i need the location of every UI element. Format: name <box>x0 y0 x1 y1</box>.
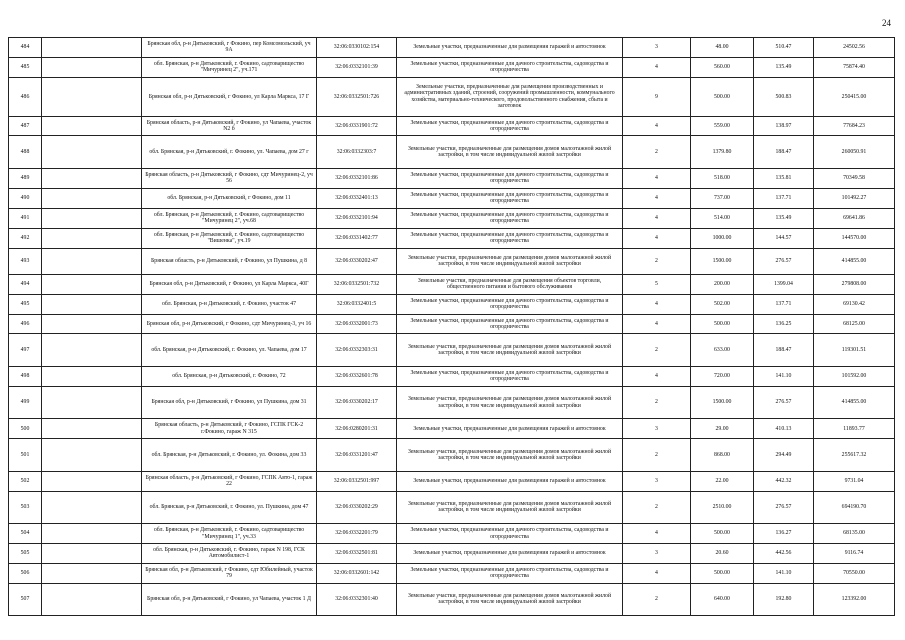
cadastral-value-cell: 68135.00 <box>814 524 895 544</box>
cadastral-number-cell: 32:06:0332301:40 <box>317 583 397 616</box>
cadastral-value-cell: 9731.04 <box>814 471 895 491</box>
specific-value-cell: 136.25 <box>754 314 814 334</box>
row-number: 484 <box>9 38 42 58</box>
area-cell: 868.00 <box>691 439 754 472</box>
row-number: 503 <box>9 491 42 524</box>
specific-value-cell: 135.49 <box>754 208 814 228</box>
row-number: 502 <box>9 471 42 491</box>
group-cell: 4 <box>623 563 691 583</box>
group-cell: 2 <box>623 386 691 419</box>
blank-cell <box>42 583 142 616</box>
blank-cell <box>42 57 142 77</box>
specific-value-cell: 144.57 <box>754 228 814 248</box>
address-cell: обл. Брянская, р-н Дятьковский, г. Фокино, ул. Пушкина, дом 47 <box>142 491 317 524</box>
area-cell: 500.00 <box>691 563 754 583</box>
specific-value-cell: 136.27 <box>754 524 814 544</box>
blank-cell <box>42 294 142 314</box>
table-row <box>9 116 895 136</box>
row-number: 492 <box>9 228 42 248</box>
cadastral-number-cell: 32:06:0332401:5 <box>317 294 397 314</box>
table-row <box>9 386 895 419</box>
address-cell: Брянская область, р-н Дятьковский, г Фокино, ул Пушкина, д 8 <box>142 248 317 274</box>
table-row <box>9 188 895 208</box>
area-cell: 500.00 <box>691 314 754 334</box>
group-cell: 4 <box>623 168 691 188</box>
blank-cell <box>42 116 142 136</box>
table-row <box>9 57 895 77</box>
address-cell: обл. Брянская, р-н Дятьковский, г. Фокино, садтоварищество "Мичуринец 2", уч.171 <box>142 57 317 77</box>
row-number: 506 <box>9 563 42 583</box>
blank-cell <box>42 228 142 248</box>
cadastral-value-cell: 414855.00 <box>814 386 895 419</box>
land-use-cell: Земельные участки, предназначенные для дачного строительства, садоводства и огородничества <box>397 168 623 188</box>
group-cell: 4 <box>623 228 691 248</box>
table-row <box>9 168 895 188</box>
cadastral-number-cell: 32:06:0332601:78 <box>317 366 397 386</box>
specific-value-cell: 294.49 <box>754 439 814 472</box>
cadastral-number-cell: 32:06:0332001:73 <box>317 314 397 334</box>
cadastral-value-cell: 694190.70 <box>814 491 895 524</box>
blank-cell <box>42 491 142 524</box>
area-cell: 502.00 <box>691 294 754 314</box>
area-cell: 633.00 <box>691 334 754 367</box>
land-use-cell: Земельные участки, предназначенные для размещения гаражей и автостоянок <box>397 543 623 563</box>
row-number: 496 <box>9 314 42 334</box>
cadastral-number-cell: 32:06:0330202:47 <box>317 248 397 274</box>
group-cell: 4 <box>623 366 691 386</box>
specific-value-cell: 410.13 <box>754 419 814 439</box>
specific-value-cell: 137.71 <box>754 294 814 314</box>
cadastral-value-cell: 77684.23 <box>814 116 895 136</box>
specific-value-cell: 442.56 <box>754 543 814 563</box>
land-use-cell: Земельные участки, предназначенные для размещения гаражей и автостоянок <box>397 471 623 491</box>
cadastral-value-cell: 70550.00 <box>814 563 895 583</box>
address-cell: Брянская обл, р-н Дятьковский, г Фокино, ул Карла Маркса, 40Г <box>142 274 317 294</box>
row-number: 495 <box>9 294 42 314</box>
area-cell: 500.00 <box>691 77 754 116</box>
table-row <box>9 543 895 563</box>
row-number: 501 <box>9 439 42 472</box>
cadastral-number-cell: 32:06:0330202:17 <box>317 386 397 419</box>
address-cell: обл. Брянская, р-н Дятьковский, г. Фокино, ул. Чапаева, дом 17 <box>142 334 317 367</box>
address-cell: Брянская обл, р-н Дятьковский, г Фокино, сдт Мичуринец-3, уч 16 <box>142 314 317 334</box>
land-use-cell: Земельные участки, предназначенные для дачного строительства, садоводства и огородничества <box>397 116 623 136</box>
group-cell: 2 <box>623 334 691 367</box>
specific-value-cell: 1399.04 <box>754 274 814 294</box>
address-cell: Брянская обл, р-н Дятьковский, г Фокино, сдт Юбилейный, участок 79 <box>142 563 317 583</box>
cadastral-number-cell: 32:06:0332501:997 <box>317 471 397 491</box>
land-use-cell: Земельные участки, предназначенные для дачного строительства, садоводства и огородничества <box>397 188 623 208</box>
cadastral-number-cell: 32:06:0332401:13 <box>317 188 397 208</box>
land-use-cell: Земельные участки, предназначенные для размещения домов малоэтажной жилой застройки, в том числе индивидуальной жилой застройки <box>397 583 623 616</box>
row-number: 487 <box>9 116 42 136</box>
group-cell: 4 <box>623 208 691 228</box>
area-cell: 518.00 <box>691 168 754 188</box>
cadastral-value-cell: 11893.77 <box>814 419 895 439</box>
address-cell: Брянская обл, р-н Дятьковский, г Фокино, пер Комсомольский, уч 9А <box>142 38 317 58</box>
blank-cell <box>42 563 142 583</box>
cadastral-value-cell: 255617.32 <box>814 439 895 472</box>
address-cell: Брянская обл, р-н Дятьковский, г Фокино, ул Карла Маркса, 17 Г <box>142 77 317 116</box>
group-cell: 4 <box>623 294 691 314</box>
address-cell: Брянская область, р-н Дятьковский, г Фокино, ГСПК ГСК-2 г.Фокино, гараж N 315 <box>142 419 317 439</box>
blank-cell <box>42 188 142 208</box>
land-use-cell: Земельные участки, предназначенные для дачного строительства, садоводства и огородничества <box>397 228 623 248</box>
specific-value-cell: 442.32 <box>754 471 814 491</box>
cadastral-number-cell: 32:06:0331901:72 <box>317 116 397 136</box>
table-row <box>9 419 895 439</box>
group-cell: 2 <box>623 136 691 169</box>
blank-cell <box>42 543 142 563</box>
group-cell: 2 <box>623 583 691 616</box>
cadastral-number-cell: 32:06:0332501:726 <box>317 77 397 116</box>
row-number: 500 <box>9 419 42 439</box>
specific-value-cell: 138.97 <box>754 116 814 136</box>
group-cell: 3 <box>623 543 691 563</box>
row-number: 507 <box>9 583 42 616</box>
cadastral-value-cell: 123392.00 <box>814 583 895 616</box>
cadastral-number-cell: 32:06:0330102:154 <box>317 38 397 58</box>
address-cell: Брянская обл, р-н Дятьковский, г Фокино, ул Чапаева, участок 1 Д <box>142 583 317 616</box>
blank-cell <box>42 334 142 367</box>
cadastral-number-cell: 32:06:0330202:29 <box>317 491 397 524</box>
row-number: 497 <box>9 334 42 367</box>
area-cell: 500.00 <box>691 524 754 544</box>
area-cell: 559.00 <box>691 116 754 136</box>
table-row <box>9 294 895 314</box>
area-cell: 560.00 <box>691 57 754 77</box>
cadastral-value-cell: 9116.74 <box>814 543 895 563</box>
area-cell: 514.00 <box>691 208 754 228</box>
cadastral-value-cell: 24502.56 <box>814 38 895 58</box>
address-cell: обл. Брянская, р-н Дятьковский, г. Фокино, садтоварищество "Вишенка", уч.19 <box>142 228 317 248</box>
land-use-cell: Земельные участки, предназначенные для размещения гаражей и автостоянок <box>397 38 623 58</box>
area-cell: 1500.00 <box>691 248 754 274</box>
cadastral-value-cell: 101592.00 <box>814 366 895 386</box>
blank-cell <box>42 274 142 294</box>
table-row <box>9 583 895 616</box>
cadastral-value-cell: 260050.91 <box>814 136 895 169</box>
area-cell: 200.00 <box>691 274 754 294</box>
table-row <box>9 439 895 472</box>
address-cell: обл. Брянская, р-н Дятьковский, г. Фокино, ул. Фокина, дом 33 <box>142 439 317 472</box>
area-cell: 48.00 <box>691 38 754 58</box>
blank-cell <box>42 386 142 419</box>
land-use-cell: Земельные участки, предназначенные для размещения производственных и административных зданий, строений, сооружений промышленности, коммунального хозяйства, материально-технического, продовольственного снабжения, сбыта и заготовок <box>397 77 623 116</box>
group-cell: 3 <box>623 471 691 491</box>
group-cell: 2 <box>623 439 691 472</box>
blank-cell <box>42 366 142 386</box>
table-row <box>9 563 895 583</box>
blank-cell <box>42 208 142 228</box>
land-use-cell: Земельные участки, предназначенные для размещения гаражей и автостоянок <box>397 419 623 439</box>
table-row <box>9 248 895 274</box>
row-number: 494 <box>9 274 42 294</box>
specific-value-cell: 500.83 <box>754 77 814 116</box>
land-use-cell: Земельные участки, предназначенные для дачного строительства, садоводства и огородничества <box>397 208 623 228</box>
area-cell: 720.00 <box>691 366 754 386</box>
cadastral-number-cell: 32:06:0332501:732 <box>317 274 397 294</box>
table-row <box>9 491 895 524</box>
group-cell: 4 <box>623 116 691 136</box>
blank-cell <box>42 524 142 544</box>
row-number: 491 <box>9 208 42 228</box>
area-cell: 640.00 <box>691 583 754 616</box>
group-cell: 4 <box>623 524 691 544</box>
specific-value-cell: 276.57 <box>754 386 814 419</box>
blank-cell <box>42 439 142 472</box>
cadastral-number-cell: 32:06:0332101:86 <box>317 168 397 188</box>
land-use-cell: Земельные участки, предназначенные для размещения домов малоэтажной жилой застройки, в том числе индивидуальной жилой застройки <box>397 439 623 472</box>
specific-value-cell: 135.49 <box>754 57 814 77</box>
specific-value-cell: 276.57 <box>754 491 814 524</box>
row-number: 486 <box>9 77 42 116</box>
blank-cell <box>42 471 142 491</box>
blank-cell <box>42 168 142 188</box>
land-use-cell: Земельные участки, предназначенные для размещения домов малоэтажной жилой застройки, в том числе индивидуальной жилой застройки <box>397 136 623 169</box>
cadastral-number-cell: 32:06:0332303:31 <box>317 334 397 367</box>
specific-value-cell: 141.10 <box>754 563 814 583</box>
cadastral-number-cell: 32:06:0332101:94 <box>317 208 397 228</box>
group-cell: 3 <box>623 419 691 439</box>
group-cell: 4 <box>623 57 691 77</box>
cadastral-value-cell: 69641.86 <box>814 208 895 228</box>
table-row <box>9 228 895 248</box>
blank-cell <box>42 419 142 439</box>
table-row <box>9 314 895 334</box>
specific-value-cell: 188.47 <box>754 334 814 367</box>
address-cell: Брянская область, р-н Дятьковский, г Фокино, ГСПК Авто-1, гараж 22 <box>142 471 317 491</box>
group-cell: 5 <box>623 274 691 294</box>
blank-cell <box>42 248 142 274</box>
group-cell: 2 <box>623 248 691 274</box>
cadastral-value-cell: 119301.51 <box>814 334 895 367</box>
land-use-cell: Земельные участки, предназначенные для дачного строительства, садоводства и огородничества <box>397 524 623 544</box>
address-cell: Брянская область, р-н Дятьковский, г Фокино, ул Чапаева, участок N2 б <box>142 116 317 136</box>
land-use-cell: Земельные участки, предназначенные для размещения домов малоэтажной жилой застройки, в том числе индивидуальной жилой застройки <box>397 334 623 367</box>
specific-value-cell: 276.57 <box>754 248 814 274</box>
blank-cell <box>42 136 142 169</box>
table-row <box>9 208 895 228</box>
cadastral-number-cell: 32:06:0331201:47 <box>317 439 397 472</box>
table-row <box>9 524 895 544</box>
address-cell: обл. Брянская, р-н Дятьковский, г. Фокино, ул. Чапаева, дом 27 г <box>142 136 317 169</box>
cadastral-value-cell: 414855.00 <box>814 248 895 274</box>
cadastral-value-cell: 70349.58 <box>814 168 895 188</box>
area-cell: 29.00 <box>691 419 754 439</box>
blank-cell <box>42 314 142 334</box>
area-cell: 2510.00 <box>691 491 754 524</box>
land-use-cell: Земельные участки, предназначенные для размещения домов малоэтажной жилой застройки, в том числе индивидуальной жилой застройки <box>397 386 623 419</box>
table-row <box>9 38 895 58</box>
address-cell: обл. Брянская, р-н Дятьковский, г. Фокино, участок 47 <box>142 294 317 314</box>
land-use-cell: Земельные участки, предназначенные для дачного строительства, садоводства и огородничества <box>397 294 623 314</box>
cadastral-number-cell: 32:06:0332201:79 <box>317 524 397 544</box>
address-cell: Брянская область, р-н Дятьковский, г Фокино, сдт Мичуринец-2, уч 56 <box>142 168 317 188</box>
cadastral-number-cell: 32:06:0332303:7 <box>317 136 397 169</box>
area-cell: 737.00 <box>691 188 754 208</box>
cadastral-number-cell: 32:06:0280201:31 <box>317 419 397 439</box>
group-cell: 4 <box>623 314 691 334</box>
table-row <box>9 274 895 294</box>
specific-value-cell: 510.47 <box>754 38 814 58</box>
address-cell: обл. Брянская, р-н Дятьковский, г. Фокино, садтоварищество "Мичуринец 2", уч.68 <box>142 208 317 228</box>
specific-value-cell: 192.80 <box>754 583 814 616</box>
group-cell: 3 <box>623 38 691 58</box>
cadastral-number-cell: 32:06:0332601:142 <box>317 563 397 583</box>
row-number: 504 <box>9 524 42 544</box>
cadastral-value-cell: 75874.40 <box>814 57 895 77</box>
address-cell: обл. Брянская, р-н Дятьковский, г. Фокино, гараж N 198, ГСК Автомобилист-1 <box>142 543 317 563</box>
cadastral-number-cell: 32:06:0332101:39 <box>317 57 397 77</box>
cadastral-value-cell: 144570.00 <box>814 228 895 248</box>
area-cell: 1379.80 <box>691 136 754 169</box>
land-registry-table <box>8 37 895 616</box>
area-cell: 22.00 <box>691 471 754 491</box>
cadastral-value-cell: 250415.00 <box>814 77 895 116</box>
group-cell: 9 <box>623 77 691 116</box>
row-number: 498 <box>9 366 42 386</box>
address-cell: обл. Брянская, р-н Дятьковский, г Фокино, дом 11 <box>142 188 317 208</box>
blank-cell <box>42 38 142 58</box>
table-row <box>9 334 895 367</box>
row-number: 493 <box>9 248 42 274</box>
table-row <box>9 471 895 491</box>
specific-value-cell: 137.71 <box>754 188 814 208</box>
land-use-cell: Земельные участки, предназначенные для дачного строительства, садоводства и огородничества <box>397 366 623 386</box>
area-cell: 1500.00 <box>691 386 754 419</box>
page-number: 24 <box>882 18 891 28</box>
land-use-cell: Земельные участки, предназначенные для размещения домов малоэтажной жилой застройки, в том числе индивидуальной жилой застройки <box>397 248 623 274</box>
specific-value-cell: 141.10 <box>754 366 814 386</box>
address-cell: Брянская обл, р-н Дятьковский, г Фокино, ул Пушкина, дом 31 <box>142 386 317 419</box>
cadastral-value-cell: 279808.00 <box>814 274 895 294</box>
area-cell: 20.60 <box>691 543 754 563</box>
table-row <box>9 136 895 169</box>
address-cell: обл. Брянская, р-н Дятьковский, г. Фокино, садтоварищество "Мичуринец 1", уч.33 <box>142 524 317 544</box>
row-number: 485 <box>9 57 42 77</box>
land-use-cell: Земельные участки, предназначенные для дачного строительства, садоводства и огородничества <box>397 57 623 77</box>
row-number: 499 <box>9 386 42 419</box>
table-row <box>9 77 895 116</box>
group-cell: 4 <box>623 188 691 208</box>
specific-value-cell: 135.81 <box>754 168 814 188</box>
group-cell: 2 <box>623 491 691 524</box>
cadastral-number-cell: 32:06:0331402:77 <box>317 228 397 248</box>
area-cell: 1000.00 <box>691 228 754 248</box>
land-use-cell: Земельные участки, предназначенные для размещения домов малоэтажной жилой застройки, в том числе индивидуальной жилой застройки <box>397 491 623 524</box>
row-number: 489 <box>9 168 42 188</box>
table-row <box>9 366 895 386</box>
cadastral-value-cell: 69130.42 <box>814 294 895 314</box>
cadastral-value-cell: 101492.27 <box>814 188 895 208</box>
land-use-cell: Земельные участки, предназначенные для размещения объектов торговли, общественного питания и бытового обслуживания <box>397 274 623 294</box>
row-number: 505 <box>9 543 42 563</box>
blank-cell <box>42 77 142 116</box>
address-cell: обл. Брянская, р-н Дятьковский, г. Фокино, 72 <box>142 366 317 386</box>
land-use-cell: Земельные участки, предназначенные для дачного строительства, садоводства и огородничества <box>397 314 623 334</box>
land-use-cell: Земельные участки, предназначенные для дачного строительства, садоводства и огородничества <box>397 563 623 583</box>
specific-value-cell: 188.47 <box>754 136 814 169</box>
row-number: 488 <box>9 136 42 169</box>
cadastral-value-cell: 68125.00 <box>814 314 895 334</box>
cadastral-number-cell: 32:06:0332501:81 <box>317 543 397 563</box>
row-number: 490 <box>9 188 42 208</box>
